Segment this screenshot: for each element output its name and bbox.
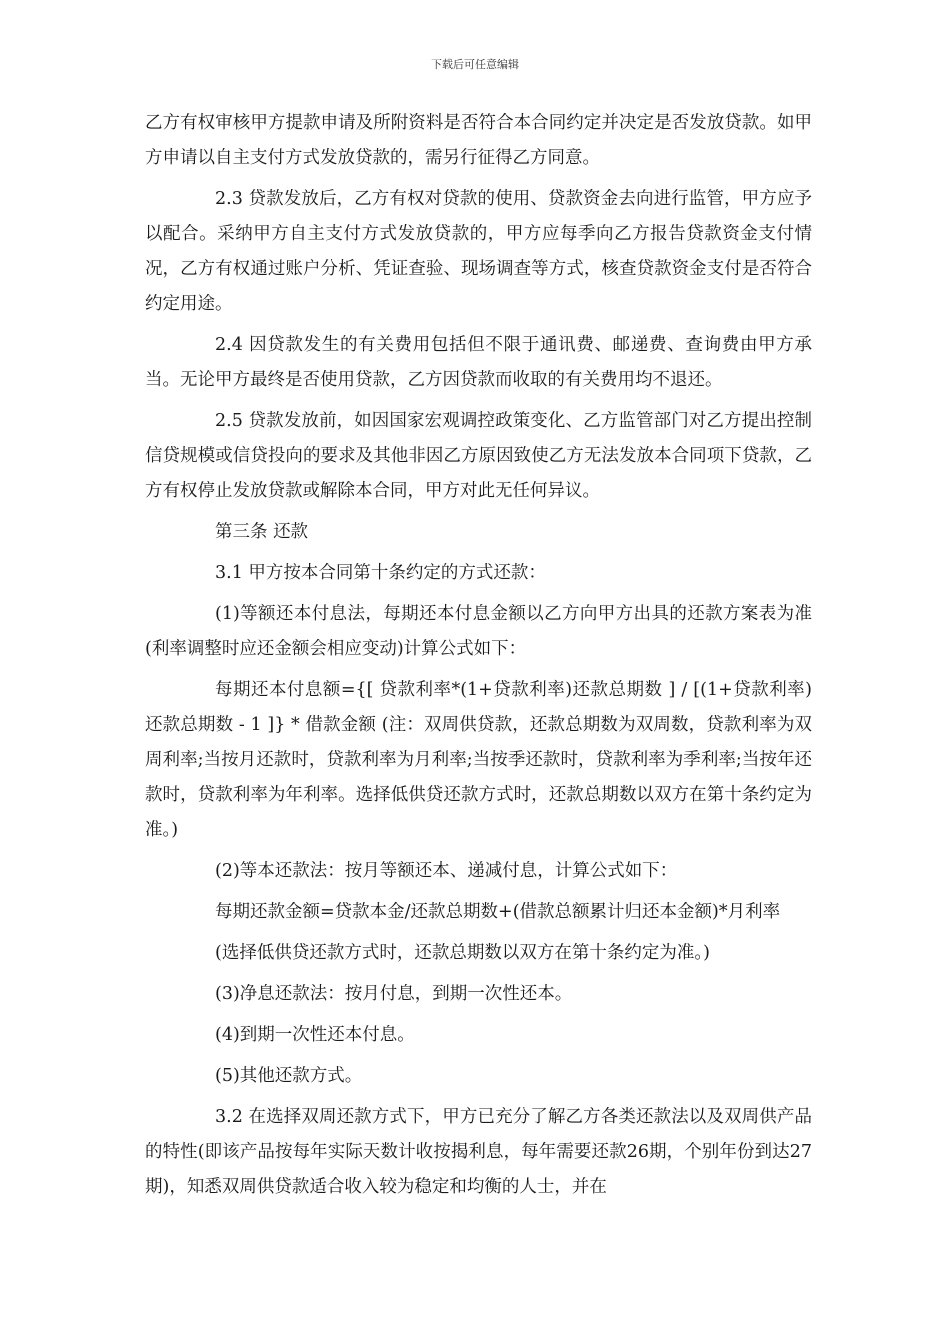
paragraph-method-2: (2)等本还款法：按月等额还本、递减付息，计算公式如下： <box>215 861 678 881</box>
document-body <box>145 106 812 1211</box>
paragraph-method-4: (4)到期一次性还本付息。 <box>215 1025 415 1045</box>
paragraph-formula-2: 每期还款金额=贷款本金/还款总期数+(借款总额累计归还本金额)*月利率 <box>215 902 781 922</box>
paragraph-method-5: (5)其他还款方式。 <box>215 1066 363 1086</box>
paragraph-method-1: (1)等额还本付息法，每期还本付息金额以乙方向甲方出具的还款方案表为准(利率调整时应还金额会相应变动)计算公式如下： <box>145 604 812 659</box>
paragraph-3-1: 3.1 甲方按本合同第十条约定的方式还款： <box>215 563 546 583</box>
page-header-note: 下载后可任意编辑 <box>431 58 519 71</box>
paragraph-method-3: (3)净息还款法：按月付息，到期一次性还本。 <box>215 984 573 1004</box>
paragraph-formula-1: 每期还本付息额={[ 贷款利率*(1+贷款利率)还款总期数 ] / [(1+贷款利率)还款总期数 - 1 ]} * 借款金额 (注：双周供贷款，还款总期数为双周数，贷款利率为双周利率;当按月还款时，贷款利率为月利率;当按季还款时，贷款利率为季利率;当按年还款时，贷款利率为年利率。选择低供贷还款方式时，还款总期数以双方在第十条约定为准。) <box>145 680 812 840</box>
paragraph-note-low-payment: (选择低供贷还款方式时，还款总期数以双方在第十条约定为准。) <box>215 943 710 963</box>
section-heading-article-3: 第三条 还款 <box>215 522 309 542</box>
paragraph-2-3: 2.3 贷款发放后，乙方有权对贷款的使用、贷款资金去向进行监管，甲方应予以配合。采纳甲方自主支付方式发放贷款的，甲方应每季向乙方报告贷款资金支付情况，乙方有权通过账户分析、凭证查验、现场调查等方式，核查贷款资金支付是否符合约定用途。 <box>145 189 812 314</box>
paragraph-2-5: 2.5 贷款发放前，如因国家宏观调控政策变化、乙方监管部门对乙方提出控制信贷规模或信贷投向的要求及其他非因乙方原因致使乙方无法发放本合同项下贷款，乙方有权停止发放贷款或解除本合同，甲方对此无任何异议。 <box>145 411 812 501</box>
paragraph-2-4: 2.4 因贷款发生的有关费用包括但不限于通讯费、邮递费、查询费由甲方承当。无论甲方最终是否使用贷款，乙方因贷款而收取的有关费用均不退还。 <box>145 335 812 390</box>
paragraph-3-2: 3.2 在选择双周还款方式下，甲方已充分了解乙方各类还款法以及双周供产品的特性(即该产品按每年实际天数计收按揭利息，每年需要还款26期，个别年份到达27 期)，知悉双周供贷款适合收入较为稳定和均衡的人士，并在 <box>145 1107 812 1197</box>
paragraph-1: 乙方有权审核甲方提款申请及所附资料是否符合本合同约定并决定是否发放贷款。如甲方申请以自主支付方式发放贷款的，需另行征得乙方同意。 <box>145 113 812 168</box>
